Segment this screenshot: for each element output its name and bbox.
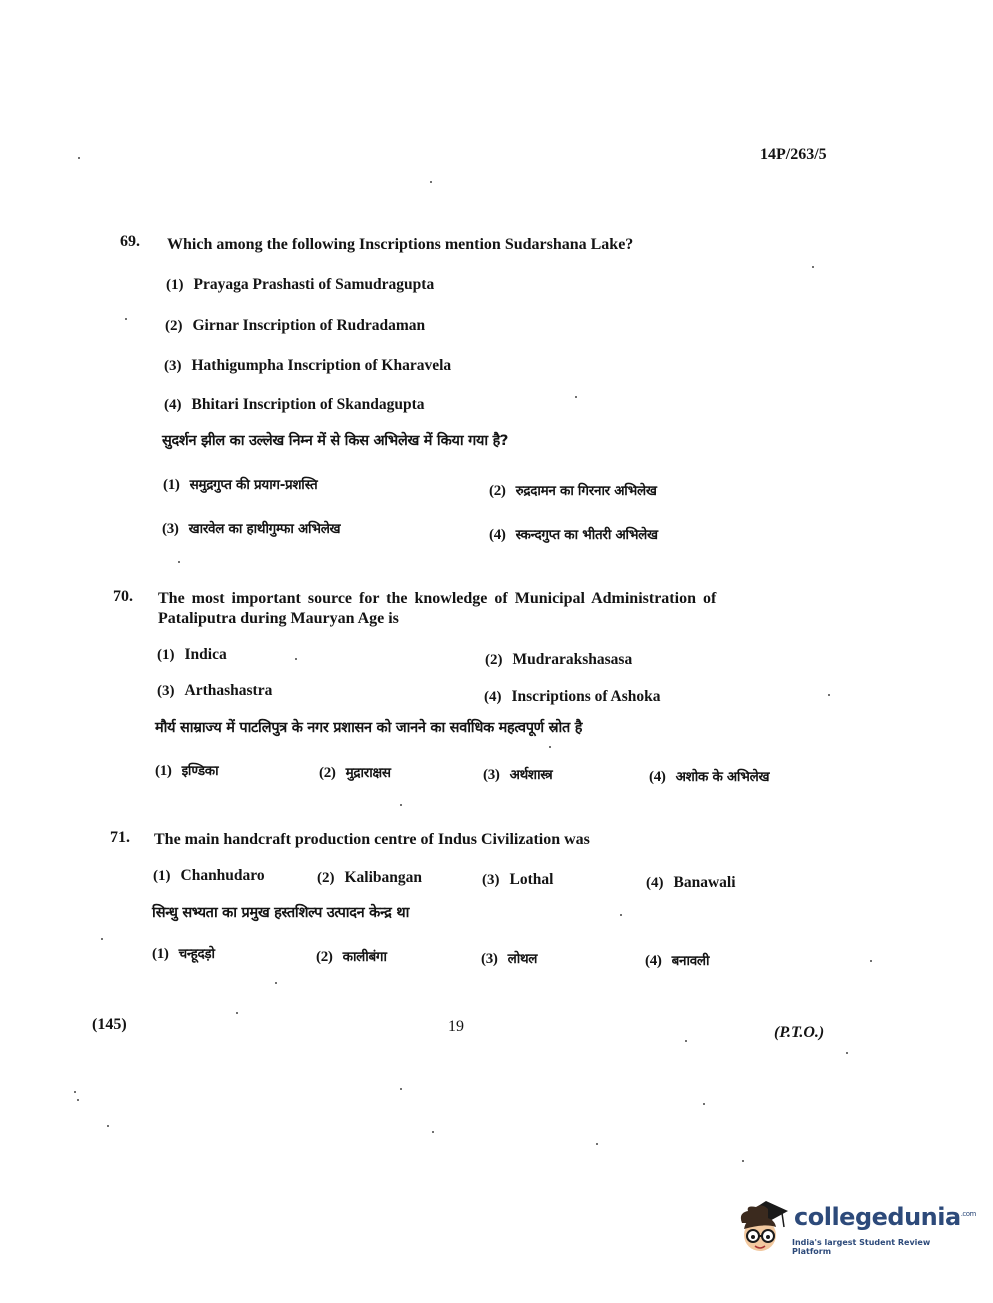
- option-text: अर्थशास्त्र: [509, 767, 553, 783]
- option-text: चन्हूदड़ो: [178, 946, 215, 962]
- option: [485, 651, 632, 669]
- option: [484, 688, 661, 706]
- option-number: (2): [165, 318, 183, 334]
- option-number: (3): [481, 951, 498, 967]
- option: [164, 396, 425, 414]
- option-number: (3): [483, 767, 500, 783]
- option: [153, 867, 265, 885]
- option-text: कालीबंगा: [342, 949, 387, 965]
- collegedunia-logo: [734, 1193, 976, 1273]
- option: [164, 357, 451, 375]
- option-number: (3): [482, 872, 500, 888]
- option-text: Mudrarakshasasa: [512, 651, 633, 668]
- option-text: लोथल: [507, 951, 538, 967]
- option: [166, 276, 434, 294]
- option: [157, 682, 272, 700]
- option-hindi: [483, 765, 552, 784]
- question-number: 71.: [110, 829, 130, 846]
- option-number: (4): [164, 397, 182, 413]
- option-text: Chanhudaro: [180, 867, 265, 884]
- option: [317, 869, 422, 887]
- option-number: (4): [649, 769, 666, 785]
- scan-speck: [125, 318, 127, 320]
- option-text: Bhitari Inscription of Skandagupta: [191, 396, 425, 413]
- footer-code: (145): [92, 1016, 127, 1033]
- paper-code: 14P/263/5: [760, 146, 827, 163]
- option-hindi: [649, 767, 769, 786]
- brand-tagline: India's largest Student Review Platform: [792, 1238, 931, 1256]
- option-hindi: [489, 481, 657, 500]
- option-number: (4): [489, 527, 506, 543]
- scan-speck: [870, 960, 872, 962]
- question-text: Which among the following Inscriptions mention Sudarshana Lake?: [167, 236, 634, 253]
- brand-name: collegedunia$^{.com}$: [794, 1203, 976, 1231]
- option-number: (4): [484, 689, 502, 705]
- option-number: (2): [485, 652, 503, 668]
- option-text: Hathigumpha Inscription of Kharavela: [191, 357, 452, 374]
- question-text-hindi: सिन्धु सभ्यता का प्रमुख हस्तशिल्प उत्पादन केन्द्र था: [152, 905, 410, 921]
- scan-speck: [620, 914, 622, 916]
- option-text: Arthashastra: [184, 682, 273, 699]
- scan-speck: [236, 1012, 238, 1014]
- option-number: (1): [153, 868, 171, 884]
- scan-speck: [400, 1088, 402, 1090]
- scan-speck: [101, 938, 103, 940]
- option-text: Banawali: [673, 874, 736, 891]
- option-text: खारवेल का हाथीगुम्फा अभिलेख: [188, 521, 341, 537]
- option: [157, 646, 227, 664]
- scan-speck: [107, 1125, 109, 1127]
- scan-speck: [703, 1103, 705, 1105]
- scan-speck: [549, 746, 551, 748]
- option-hindi: [316, 947, 387, 966]
- question-text: Pataliputra during Mauryan Age is: [158, 610, 399, 627]
- scan-speck: [432, 1131, 434, 1133]
- option-number: (2): [316, 949, 333, 965]
- scan-speck: [846, 1052, 848, 1054]
- option-hindi: [481, 949, 537, 968]
- scan-speck: [295, 658, 297, 660]
- option-text: Prayaga Prashasti of Samudragupta: [193, 276, 435, 293]
- option-number: (1): [166, 277, 184, 293]
- scan-speck: [275, 982, 277, 984]
- mascot-icon: [734, 1193, 794, 1263]
- option: [482, 871, 553, 889]
- scan-speck: [74, 1091, 76, 1093]
- question-text: The most important source for the knowledge of Municipal Administration of: [158, 590, 717, 607]
- option-hindi: [645, 951, 709, 970]
- option-hindi: [489, 525, 658, 544]
- scan-speck: [78, 157, 80, 159]
- option-number: (2): [317, 870, 335, 886]
- scan-speck: [178, 561, 180, 563]
- option: [165, 317, 425, 335]
- option-number: (2): [489, 483, 506, 499]
- option-number: (4): [646, 875, 664, 891]
- option-hindi: [152, 944, 215, 963]
- option-hindi: [163, 475, 317, 494]
- option: [646, 874, 736, 892]
- option-number: (3): [157, 683, 175, 699]
- question-number: 70.: [113, 588, 133, 605]
- option-number: (1): [163, 477, 180, 493]
- option-number: (4): [645, 953, 662, 969]
- option-text: मुद्राराक्षस: [345, 765, 391, 781]
- option-text: Girnar Inscription of Rudradaman: [192, 317, 426, 334]
- scan-speck: [77, 1099, 79, 1101]
- option-text: Indica: [184, 646, 227, 663]
- option-number: (1): [152, 946, 169, 962]
- option-hindi: [162, 519, 340, 538]
- option-text: अशोक के अभिलेख: [675, 769, 770, 785]
- option-number: (3): [164, 358, 182, 374]
- scan-speck: [812, 266, 814, 268]
- scan-speck: [400, 804, 402, 806]
- scan-speck: [828, 694, 830, 696]
- option-text: Inscriptions of Ashoka: [511, 688, 661, 705]
- scan-speck: [685, 1040, 687, 1042]
- option-text: Lothal: [509, 871, 554, 888]
- option-number: (1): [157, 647, 175, 663]
- page-number: 19: [448, 1018, 464, 1035]
- option-number: (3): [162, 521, 179, 537]
- scan-speck: [596, 1143, 598, 1145]
- question-number: 69.: [120, 233, 140, 250]
- option-text: स्कन्दगुप्त का भीतरी अभिलेख: [515, 527, 658, 543]
- option-number: (1): [155, 763, 172, 779]
- question-text: The main handcraft production centre of Indus Civilization was: [154, 831, 590, 848]
- option-number: (2): [319, 765, 336, 781]
- pto-label: (P.T.O.): [774, 1024, 825, 1041]
- option-text: इण्डिका: [181, 763, 219, 779]
- option-text: बनावली: [671, 953, 710, 969]
- option-hindi: [319, 763, 391, 782]
- question-text-hindi: मौर्य साम्राज्य में पाटलिपुत्र के नगर प्रशासन को जानने का सर्वाधिक महत्वपूर्ण स्रोत है: [155, 720, 583, 736]
- scan-speck: [575, 396, 577, 398]
- option-text: रुद्रदामन का गिरनार अभिलेख: [515, 483, 657, 499]
- option-text: Kalibangan: [344, 869, 423, 886]
- scan-speck: [430, 181, 432, 183]
- scan-speck: [742, 1160, 744, 1162]
- option-hindi: [155, 761, 218, 780]
- question-text-hindi: सुदर्शन झील का उल्लेख निम्न में से किस अभिलेख में किया गया है?: [162, 433, 509, 449]
- option-text: समुद्रगुप्त की प्रयाग-प्रशस्ति: [189, 477, 318, 493]
